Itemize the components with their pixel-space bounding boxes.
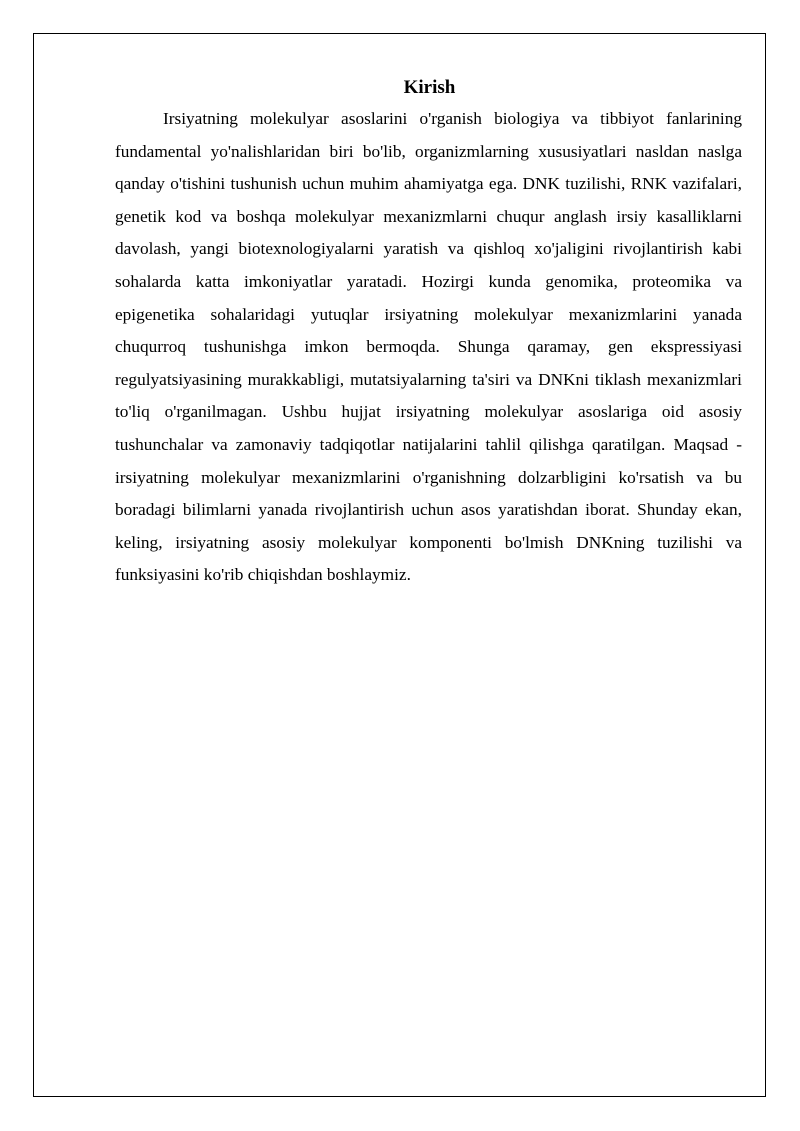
document-content — [115, 73, 742, 592]
body-paragraph: Irsiyatning molekulyar asoslarini o'rganish biologiya va tibbiyot fanlarining fundamental yo'nalishlaridan biri bo'lib, organizmlarning xususiyatlari nasldan naslga qanday o'tishini tushunish uchun muhim ahamiyatga ega. DNK tuzilishi, RNK vazifalari, genetik kod va boshqa molekulyar mexanizmlarni chuqur anglash irsiy kasalliklarni davolash, yangi biotexnologiyalarni yaratish va qishloq xo'jaligini rivojlantirish kabi sohalarda katta imkoniyatlar yaratadi. Hozirgi kunda genomika, proteomika va epigenetika sohalaridagi yutuqlar irsiyatning molekulyar mexanizmlarini yanada chuqurroq tushunishga imkon bermoqda. Shunga qaramay, gen ekspressiyasi regulyatsiyasining murakkabligi, mutatsiyalarning ta'siri va DNKni tiklash mexanizmlari to'liq o'rganilmagan. Ushbu hujjat irsiyatning molekulyar asoslariga oid asosiy tushunchalar va zamonaviy tadqiqotlar natijalarini tahlil qilishga qaratilgan. Maqsad - irsiyatning molekulyar mexanizmlarini o'rganishning dolzarbligini ko'rsatish va bu boradagi bilimlarni yanada rivojlantirish uchun asos yaratishdan iborat. Shunday ekan, keling, irsiyatning asosiy molekulyar komponenti bo'lmish DNKning tuzilishi va funksiyasini ko'rib chiqishdan boshlaymiz. — [115, 109, 742, 585]
document-title: Kirish — [403, 77, 456, 98]
